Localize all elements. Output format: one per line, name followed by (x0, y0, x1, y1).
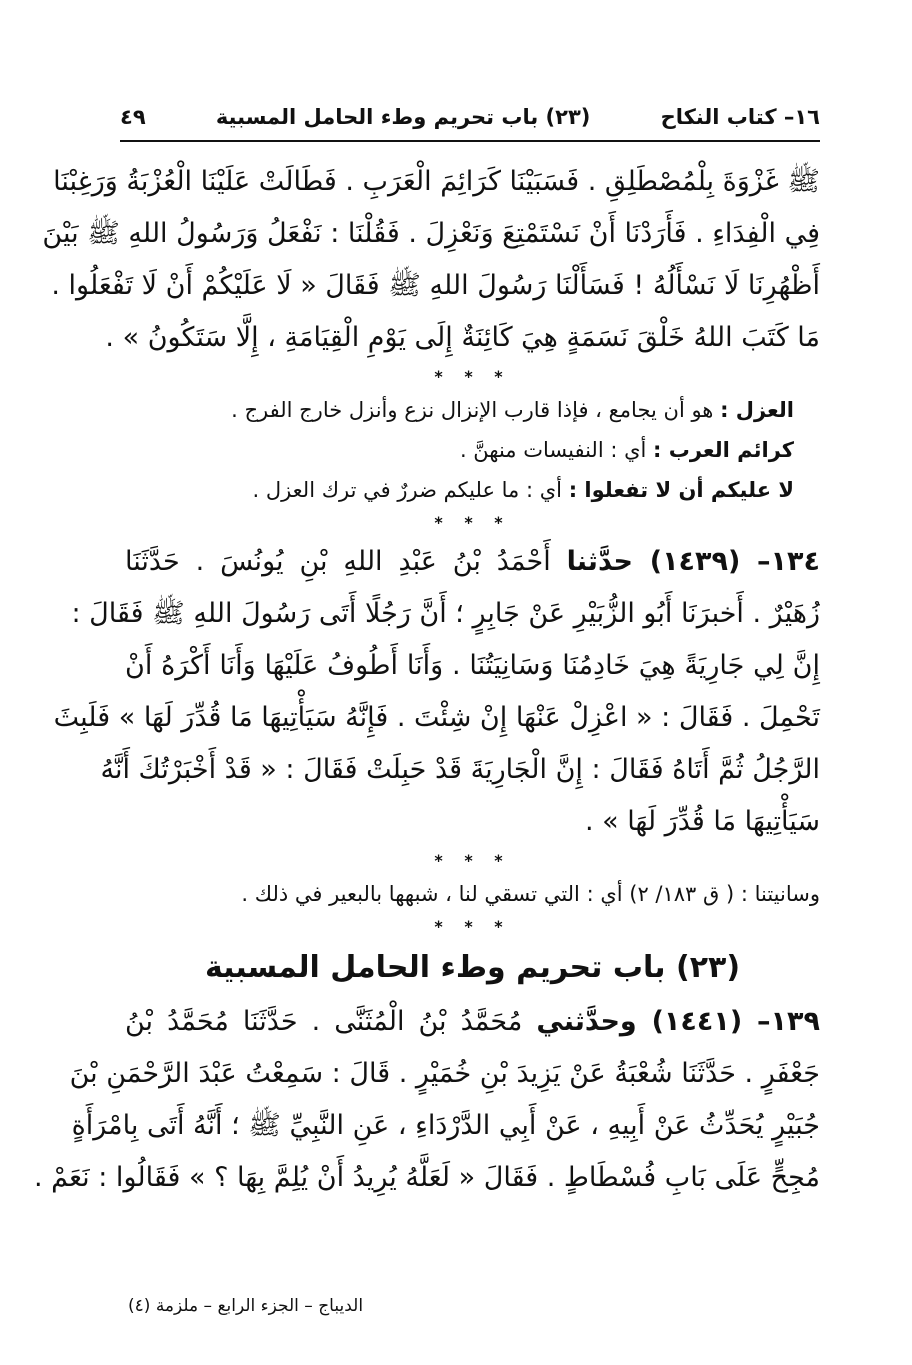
note-term: وسانيتنا : (740, 882, 820, 906)
text-line: الرَّجُلُ ثُمَّ أَتَاهُ فَقَالَ : إِنَّ الْجَارِيَةَ قَدْ حَبِلَتْ فَقَالَ : « قَدْ أَخْبَرْتُكَ أَنَّهُ (100, 754, 820, 785)
notes-block-1 (125, 390, 820, 510)
header-section: (٢٣) باب تحريم وطء الحامل المسبية (215, 105, 591, 129)
note-text: أي : النفيسات منهنَّ . (459, 438, 654, 462)
hadith-text: مُحَمَّدُ بْنُ الْمُثَنَّى . حَدَّثَنَا مُحَمَّدُ بْنُ (125, 1006, 537, 1037)
main-text (34, 156, 820, 1204)
hadith-number: ١٣٩– (١٤٤١) وحدَّثني (536, 1006, 820, 1037)
note-text: أي : ما عليكم ضررٌ في ترك العزل . (252, 478, 569, 502)
text-line: زُهَيْرٌ . أَخبرَنَا أَبُو الزُّبَيْرِ عَنْ جَابِرٍ ؛ أَنَّ رَجُلًا أَتَى رَسُولَ اللهِ ﷺ فَقَالَ : (71, 598, 820, 629)
text-line: جَعْفَرٍ . حَدَّثَنَا شُعْبَةُ عَنْ يَزِيدَ بْنِ خُمَيْرٍ . قَالَ : سَمِعْتُ عَبْدَ الرَّحْمَنِ بْنَ (69, 1058, 820, 1089)
hadith-block-2 (53, 536, 820, 848)
hadith-block-1 (42, 156, 820, 364)
note-term: لا عليكم أن لا تفعلوا : (568, 478, 794, 502)
text-line (125, 536, 820, 588)
notes-block-2 (125, 874, 820, 914)
note-term: كرائم العرب : (653, 438, 794, 462)
separator: * * * (434, 513, 511, 532)
text-line: جُبَيْرٍ يُحَدِّثُ عَنْ أَبِيهِ ، عَنْ أَبِي الدَّرْدَاءِ ، عَنِ النَّبِيِّ ﷺ ؛ أَنَّهُ أَتَى بِامْرَأَةٍ (71, 1110, 820, 1141)
hadith-number: ١٣٤– (١٤٣٩) حدَّثنا (566, 546, 820, 577)
text-line: أَظْهُرِنَا لَا نَسْأَلُهُ ! فَسَأَلْنَا رَسُولَ اللهِ ﷺ فَقَالَ « لَا عَلَيْكُمْ أَنْ لَا تَفْعَلُوا . (51, 270, 820, 301)
note-line (125, 430, 820, 470)
text-line: فِي الْفِدَاءِ . فَأَرَدْنَا أَنْ نَسْتَمْتِعَ وَنَعْزِلَ . فَقُلْنَا : نَفْعَلُ وَرَسُولُ اللهِ ﷺ بَيْنَ (42, 218, 820, 249)
text-line (125, 996, 820, 1048)
text-line: ﷺ غَزْوَةَ بِلْمُصْطَلِقِ . فَسَبَيْنَا كَرَائِمَ الْعَرَبِ . فَطَالَتْ عَلَيْنَا الْعُزْبَةُ وَرَغِبْنَا (53, 166, 820, 197)
separator: * * * (434, 851, 511, 870)
page-footer: الديباج – الجزء الرابع – ملزمة (٤) (128, 1296, 364, 1316)
text-line: تَحْمِلَ . فَقَالَ : « اعْزِلْ عَنْهَا إِنْ شِئْتَ . فَإِنَّهُ سَيَأْتِيهَا مَا قُدِّرَ لَهَا » فَلَبِثَ (53, 702, 820, 733)
note-line (125, 470, 820, 510)
running-header (120, 98, 820, 136)
separator: * * * (434, 367, 511, 386)
note-line (125, 874, 820, 914)
text-line: مَا كَتَبَ اللهُ خَلْقَ نَسَمَةٍ هِيَ كَائِنَةٌ إِلَى يَوْمِ الْقِيَامَةِ ، إِلَّا سَتَكُونُ » . (105, 322, 820, 353)
separator: * * * (434, 917, 511, 936)
note-text: هو أن يجامع ، فإذا قارب الإنزال نزع وأنزل خارج الفرج . (231, 398, 721, 422)
header-chapter: ١٦– كتاب النكاح (660, 105, 820, 129)
note-text: ( ق ١٨٣/ ٢) أي : التي تسقي لنا ، شبهها بالبعير في ذلك . (241, 882, 741, 906)
page-number: ٤٩ (120, 105, 146, 129)
text-line: مُجِحٍّ عَلَى بَابِ فُسْطَاطٍ . فَقَالَ « لَعَلَّهُ يُرِيدُ أَنْ يُلِمَّ بِهَا ؟ » فَقَالُوا : نَعَمْ . (34, 1162, 820, 1193)
chapter-title: (٢٣) باب تحريم وطء الحامل المسبية (204, 950, 741, 985)
text-line: سَيَأْتِيهَا مَا قُدِّرَ لَهَا » . (584, 806, 820, 837)
text-line: إِنَّ لِي جَارِيَةً هِيَ خَادِمُنَا وَسَانِيَتُنَا . وَأَنَا أَطُوفُ عَلَيْهَا وَأَنَا أَكْرَهُ أَنْ (125, 650, 820, 681)
note-term: العزل : (720, 398, 794, 422)
note-line (125, 390, 820, 430)
header-rule (120, 140, 820, 142)
hadith-text: أَحْمَدُ بْنُ عَبْدِ اللهِ بْنِ يُونُسَ . حَدَّثَنَا (125, 546, 567, 577)
hadith-block-3 (34, 996, 820, 1204)
